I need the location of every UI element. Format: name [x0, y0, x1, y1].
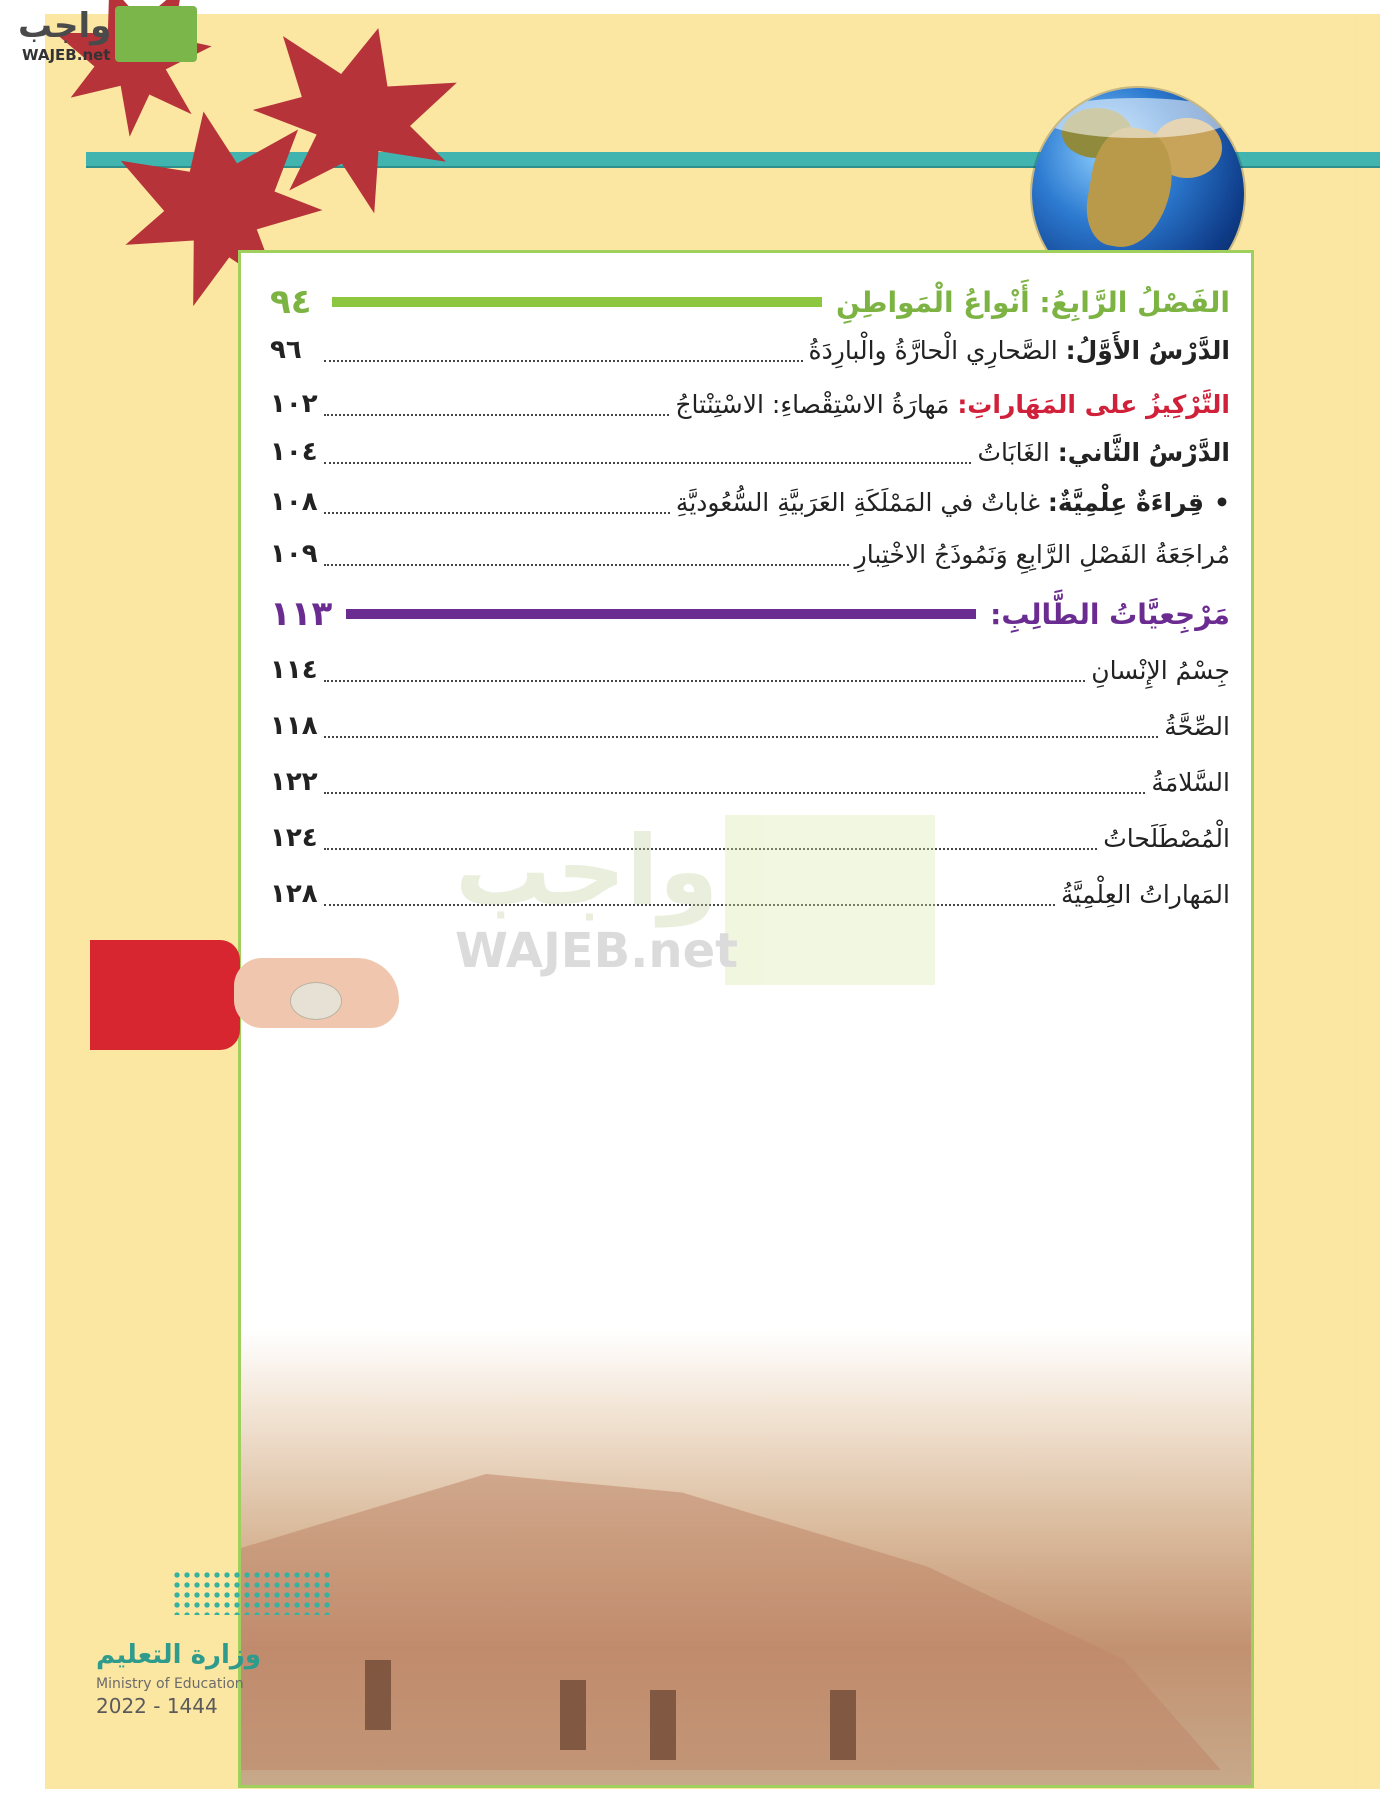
- book-icon: [725, 815, 935, 985]
- toc-entry[interactable]: •قِراءَةٌ عِلْمِيَّةٌ: غاباتٌ في المَمْلَكَةِ العَرَبيَّةِ السُّعُوديَّةِ ١٠٨: [270, 487, 1230, 517]
- sleeve-image: [90, 940, 240, 1050]
- toc-entry[interactable]: الْمُصْطَلَحاتُ ١٢٤: [270, 823, 1230, 853]
- toc-entry[interactable]: المَهاراتُ العِلْمِيَّةُ ١٢٨: [270, 879, 1230, 909]
- page-spine: [1355, 14, 1356, 1789]
- center-watermark: واجب WAJEB.net: [455, 815, 955, 995]
- toc-entry[interactable]: جِسْمُ الإِنْسانِ ١١٤: [270, 655, 1230, 685]
- tomb-door: [365, 1660, 391, 1730]
- toc-entry[interactable]: السَّلامَةُ ١٢٢: [270, 767, 1230, 797]
- toc-entry[interactable]: مُراجَعَةُ الفَصْلِ الرَّابِعِ وَنَمُوذَجُ الاخْتِبارِ ١٠٩: [270, 539, 1230, 569]
- tomb-door: [830, 1690, 856, 1760]
- book-icon: [115, 6, 197, 62]
- toc-entry[interactable]: الدَّرْسُ الأَوَّلُ: الصَّحارِي الْحارَّةُ والْبارِدَةُ ٩٦: [270, 335, 1230, 365]
- tomb-door: [560, 1680, 586, 1750]
- stone-image: [290, 982, 342, 1020]
- wajeb-logo: واجب WAJEB.net: [10, 6, 190, 64]
- references-heading[interactable]: مَرْجِعيَّاتُ الطَّالِبِ: ١١٣: [270, 594, 1230, 634]
- bullet-icon: •: [1214, 487, 1230, 517]
- chapter-bar: [332, 297, 822, 307]
- tomb-door: [650, 1690, 676, 1760]
- references-bar: [346, 609, 976, 619]
- toc-entry[interactable]: الصِّحَّةُ ١١٨: [270, 711, 1230, 741]
- ministry-dots-icon: [172, 1570, 332, 1615]
- toc-entry[interactable]: الدَّرْسُ الثَّاني: الغَابَاتُ ١٠٤: [270, 437, 1230, 467]
- chapter-heading[interactable]: الفَصْلُ الرَّابِعُ: أَنْواعُ الْمَواطِنِ ٩٤: [270, 282, 1230, 322]
- toc-entry[interactable]: التَّرْكِيزُ على المَهَاراتِ: مَهارَةُ الاسْتِقْصاءِ: الاسْتِنْتاجُ ١٠٢: [270, 389, 1230, 419]
- ministry-logo: وزارة التعليم Ministry of Education 2022 - 1444: [96, 1570, 266, 1720]
